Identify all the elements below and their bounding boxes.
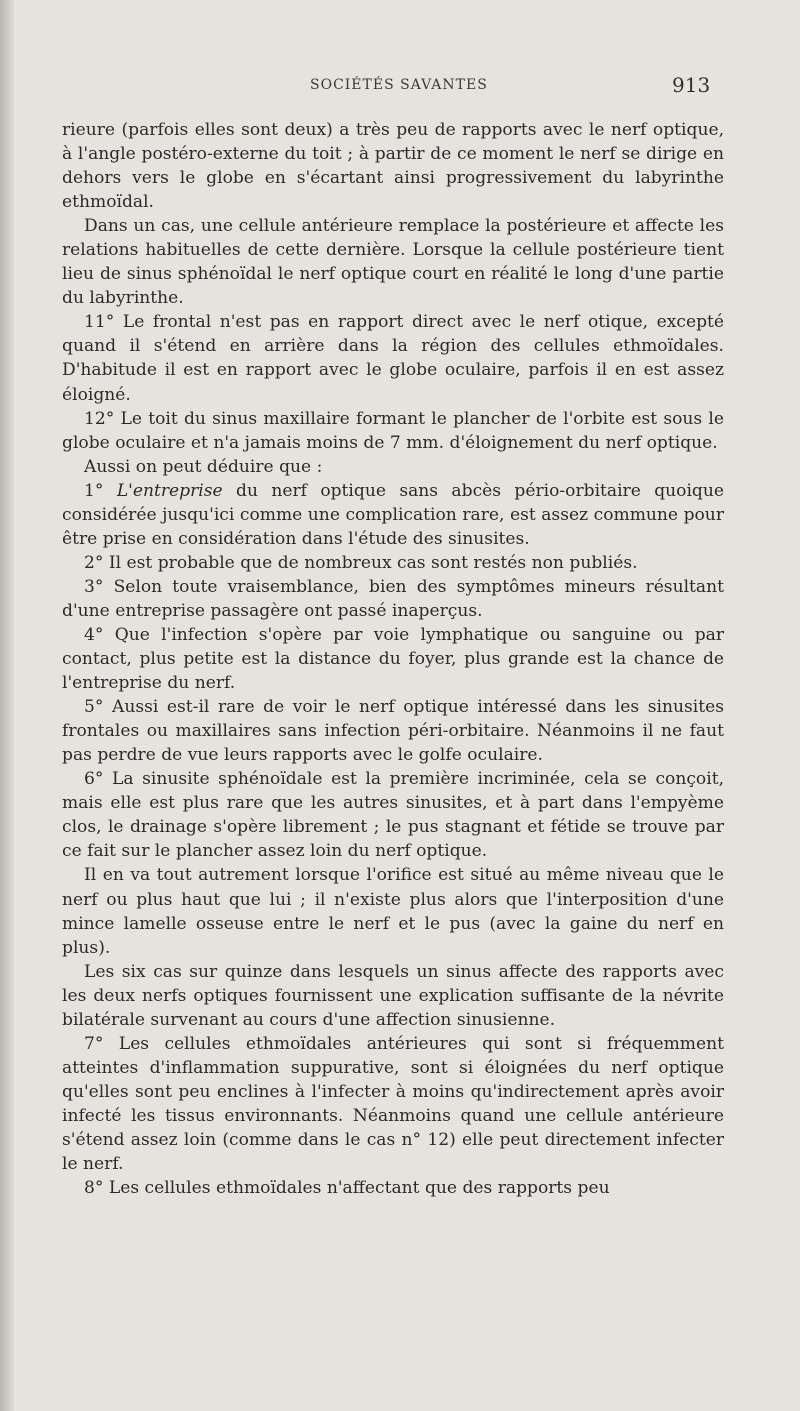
paragraph: Il en va tout autrement lorsque l'orifice est situé au même niveau que le nerf ou plus haut que lui ; il n'existe plus alors que l'interposition d'une mince lamelle osseuse entre le nerf et le pus (avec la gaine du nerf en plus). xyxy=(62,865,724,958)
item-number: 8° xyxy=(84,1178,104,1199)
paragraph: 11° Le frontal n'est pas en rapport direct avec le nerf otique, excepté quand il s'étend en arrière dans la région des cellules ethmoïdales. D'habitude il est en rapport avec le globe oculaire, parfois il en est assez éloigné. xyxy=(62,312,724,405)
paragraph: rieure (parfois elles sont deux) a très peu de rapports avec le nerf optique, à l'angle postéro-externe du toit ; à partir de ce moment le nerf se dirige en dehors vers le globe en s'écartant ainsi progressivement du labyrinthe ethmoïdal. xyxy=(62,120,724,213)
paragraph: 3° Selon toute vraisemblance, bien des symptômes mineurs résultant d'une entreprise passagère ont passé inaperçus. xyxy=(62,576,724,621)
paragraph: Les six cas sur quinze dans lesquels un sinus affecte des rapports avec les deux nerfs optiques fournissent une explication suffisante de la névrite bilatérale survenant au cours d'une affection sinusienne. xyxy=(62,961,724,1030)
paragraph: 1° L'entreprise du nerf optique sans abcès pério-orbitaire quoique considérée jusqu'ici comme une complication rare, est assez commune pour être prise en considération dans l'étude des sinusites. xyxy=(62,480,724,549)
paragraph: 7° Les cellules ethmoïdales antérieures qui sont si fréquemment atteintes d'inflammation suppurative, sont si éloignées du nerf optique qu'elles sont peu enclines à l'infecter à moins qu'indirectement après avoir infecté les tissus environnants. Néanmoins quand une cellule antérieure s'étend assez loin (comme dans le cas n° 12) elle peut directement infecter le nerf. xyxy=(62,1033,724,1175)
item-number: 6° xyxy=(84,769,104,790)
page-binding-shadow xyxy=(0,0,14,1411)
item-number: 2° xyxy=(84,552,104,573)
paragraph: 6° La sinusite sphénoïdale est la première incriminée, cela se conçoit, mais elle est plus rare que les autres sinusites, et à part dans l'empyème clos, le drainage s'opère librement ; le pus stagnant et fétide se trouve par ce fait sur le plancher assez loin du nerf optique. xyxy=(62,769,724,862)
italic-term: L'entreprise xyxy=(116,480,223,501)
item-number: 12° xyxy=(84,408,115,429)
body-text xyxy=(62,118,724,1200)
paragraph: 5° Aussi est-il rare de voir le nerf optique intéressé dans les sinusites frontales ou maxillaires sans infection péri-orbitaire. Néanmoins il ne faut pas perdre de vue leurs rapports avec le golfe oculaire. xyxy=(62,697,724,766)
running-head: SOCIÉTÉS SAVANTES xyxy=(310,77,488,93)
paragraph: 2° Il est probable que de nombreux cas sont restés non publiés. xyxy=(84,552,638,573)
paragraph: Dans un cas, une cellule antérieure remplace la postérieure et affecte les relations habituelles de cette dernière. Lorsque la cellule postérieure tient lieu de sinus sphénoïdal le nerf optique court en réalité le long d'une partie du labyrinthe. xyxy=(62,216,724,309)
item-number: 1° xyxy=(84,480,104,501)
item-number: 3° xyxy=(84,576,104,597)
paragraph: Aussi on peut déduire que : xyxy=(84,456,323,477)
item-number: 5° xyxy=(84,697,104,718)
page-number: 913 xyxy=(672,73,711,97)
item-number: 4° xyxy=(84,624,104,645)
item-number: 7° xyxy=(84,1033,104,1054)
page-header xyxy=(0,75,800,99)
item-number: 11° xyxy=(84,312,115,333)
paragraph: 12° Le toit du sinus maxillaire formant le plancher de l'orbite est sous le globe oculaire et n'a jamais moins de 7 mm. d'éloignement du nerf optique. xyxy=(62,408,724,453)
paragraph: 4° Que l'infection s'opère par voie lymphatique ou sanguine ou par contact, plus petite est la distance du foyer, plus grande est la chance de l'entreprise du nerf. xyxy=(62,624,724,694)
paragraph: 8° Les cellules ethmoïdales n'affectant que des rapports peu xyxy=(84,1178,610,1199)
